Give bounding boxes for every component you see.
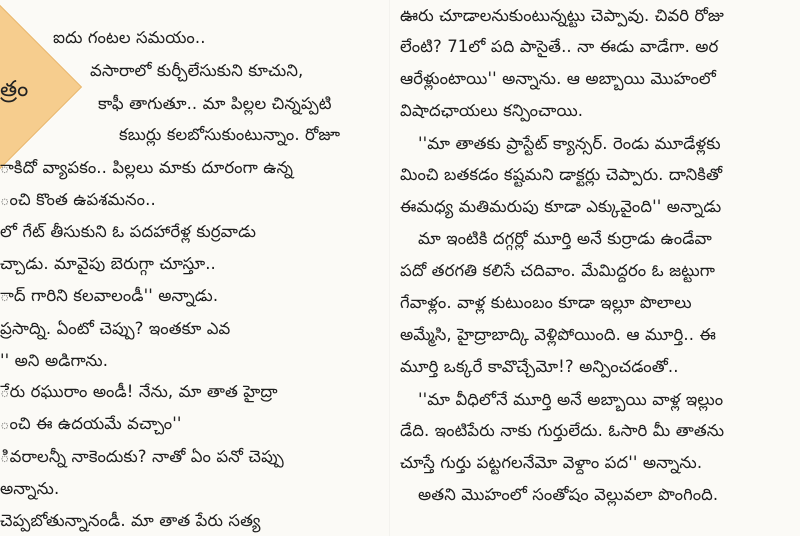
right-line: మా ఇంటికి దగ్గర్లో మూర్తి అనే కుర్రాడు ఉండేవా [418,229,712,248]
left-line: ేరు రఘురాం అండీ! నేను, మా తాత హైద్రా [0,382,278,401]
left-line: కబుర్లు కలబోసుకుంటున్నాం. రోజూ [119,125,341,144]
left-line: ంచి ఈ ఉదయమే వచ్చాం'' [0,414,182,433]
left-line: ివరాలన్నీ నాకెందుకు? నాతో ఏం పనో చెప్పు [0,447,284,466]
left-line: చ్చాడు. మావైపు బెరుగ్గా చూస్తూ.. [0,254,216,273]
left-line: వసారాలో కుర్చీలేసుకుని కూచుని, [90,61,304,80]
left-line: ంచి కొంత ఉపశమనం.. [0,190,156,209]
right-text-column [398,0,800,536]
left-line: ాద్ గారిని కలవాలండీ'' అన్నాడు. [0,286,219,305]
right-line: ఈమధ్య మతిమరుపు కూడా ఎక్కువైంది'' అన్నాడు [400,197,722,216]
right-line: ఆరేళ్లుంటాయి'' అన్నాను. ఆ అబ్బాయి మొహంలో [400,69,716,88]
section-badge-text: త్రం [0,77,29,102]
left-line: లో గేట్ తీసుకుని ఓ పదహారేళ్ల కుర్రవాడు [0,222,257,241]
right-line: విషాదఛాయలు కన్పించాయి. [400,101,584,120]
left-line: కాఫీ తాగుతూ.. మా పిల్లల చిన్నప్పటి [98,94,332,113]
right-line: పదో తరగతి కలిసే చదివాం. మేమిద్దరం ఓ జట్టుగా [400,261,716,280]
right-line: డేది. ఇంటిపేరు నాకు గుర్తులేదు. ఓసారి మీ తాతను [400,421,725,440]
left-line: '' అని అడిగాను. [0,351,109,370]
right-line: మూర్తి ఒక్కరే కావొచ్చేమో!? అన్పించడంతో.. [400,357,679,376]
left-line: అన్నాను. [0,479,60,498]
left-text-column [0,0,386,536]
right-line: గేవాళ్లం. వాళ్ల కుటుంబం కూడా ఇల్లూ పొలాలు [400,293,692,312]
left-line: ఐదు గంటల సమయం.. [53,28,206,47]
right-line: లేంటి? 71లో పది పాసైతే.. నా ఈడు వాడేగా. అర [400,37,719,56]
right-line: చూస్తే గుర్తు పట్టగలనేమో వెళ్దాం పద'' అన్నాను. [400,453,703,472]
left-line: ాకిదో వ్యాపకం.. పిల్లలు మాకు దూరంగా ఉన్న [0,158,294,177]
right-line: మించి బతకడం కష్టమని డాక్టర్లు చెప్పారు. దానికితో [400,165,723,184]
right-line: ''మా తాతకు ప్రాస్టేట్ క్యాన్సర్. రెండు మూడేళ్లకు [418,134,721,153]
left-line: ప్రసాద్ని. ఏంటో చెప్పు? ఇంతకూ ఎవ [0,319,231,338]
left-line: చెప్పబోతున్నానండీ. మా తాత పేరు సత్య [0,511,261,530]
right-line: అతని మొహంలో సంతోషం వెల్లువలా పొంగింది. [418,485,719,504]
column-gutter [389,0,390,536]
right-line: ''మా వీధిలోనే మూర్తి అనే అబ్బాయి వాళ్ల ఇల్లుం [418,390,724,409]
right-line: అమ్మేసి, హైద్రాబాద్కి వెళ్లిపోయింది. ఆ మూర్తి.. ఈ [400,325,716,344]
right-line: ఊరు చూడాలనుకుంటున్నట్టు చెప్పావు. చివరి రోజు [400,6,724,25]
